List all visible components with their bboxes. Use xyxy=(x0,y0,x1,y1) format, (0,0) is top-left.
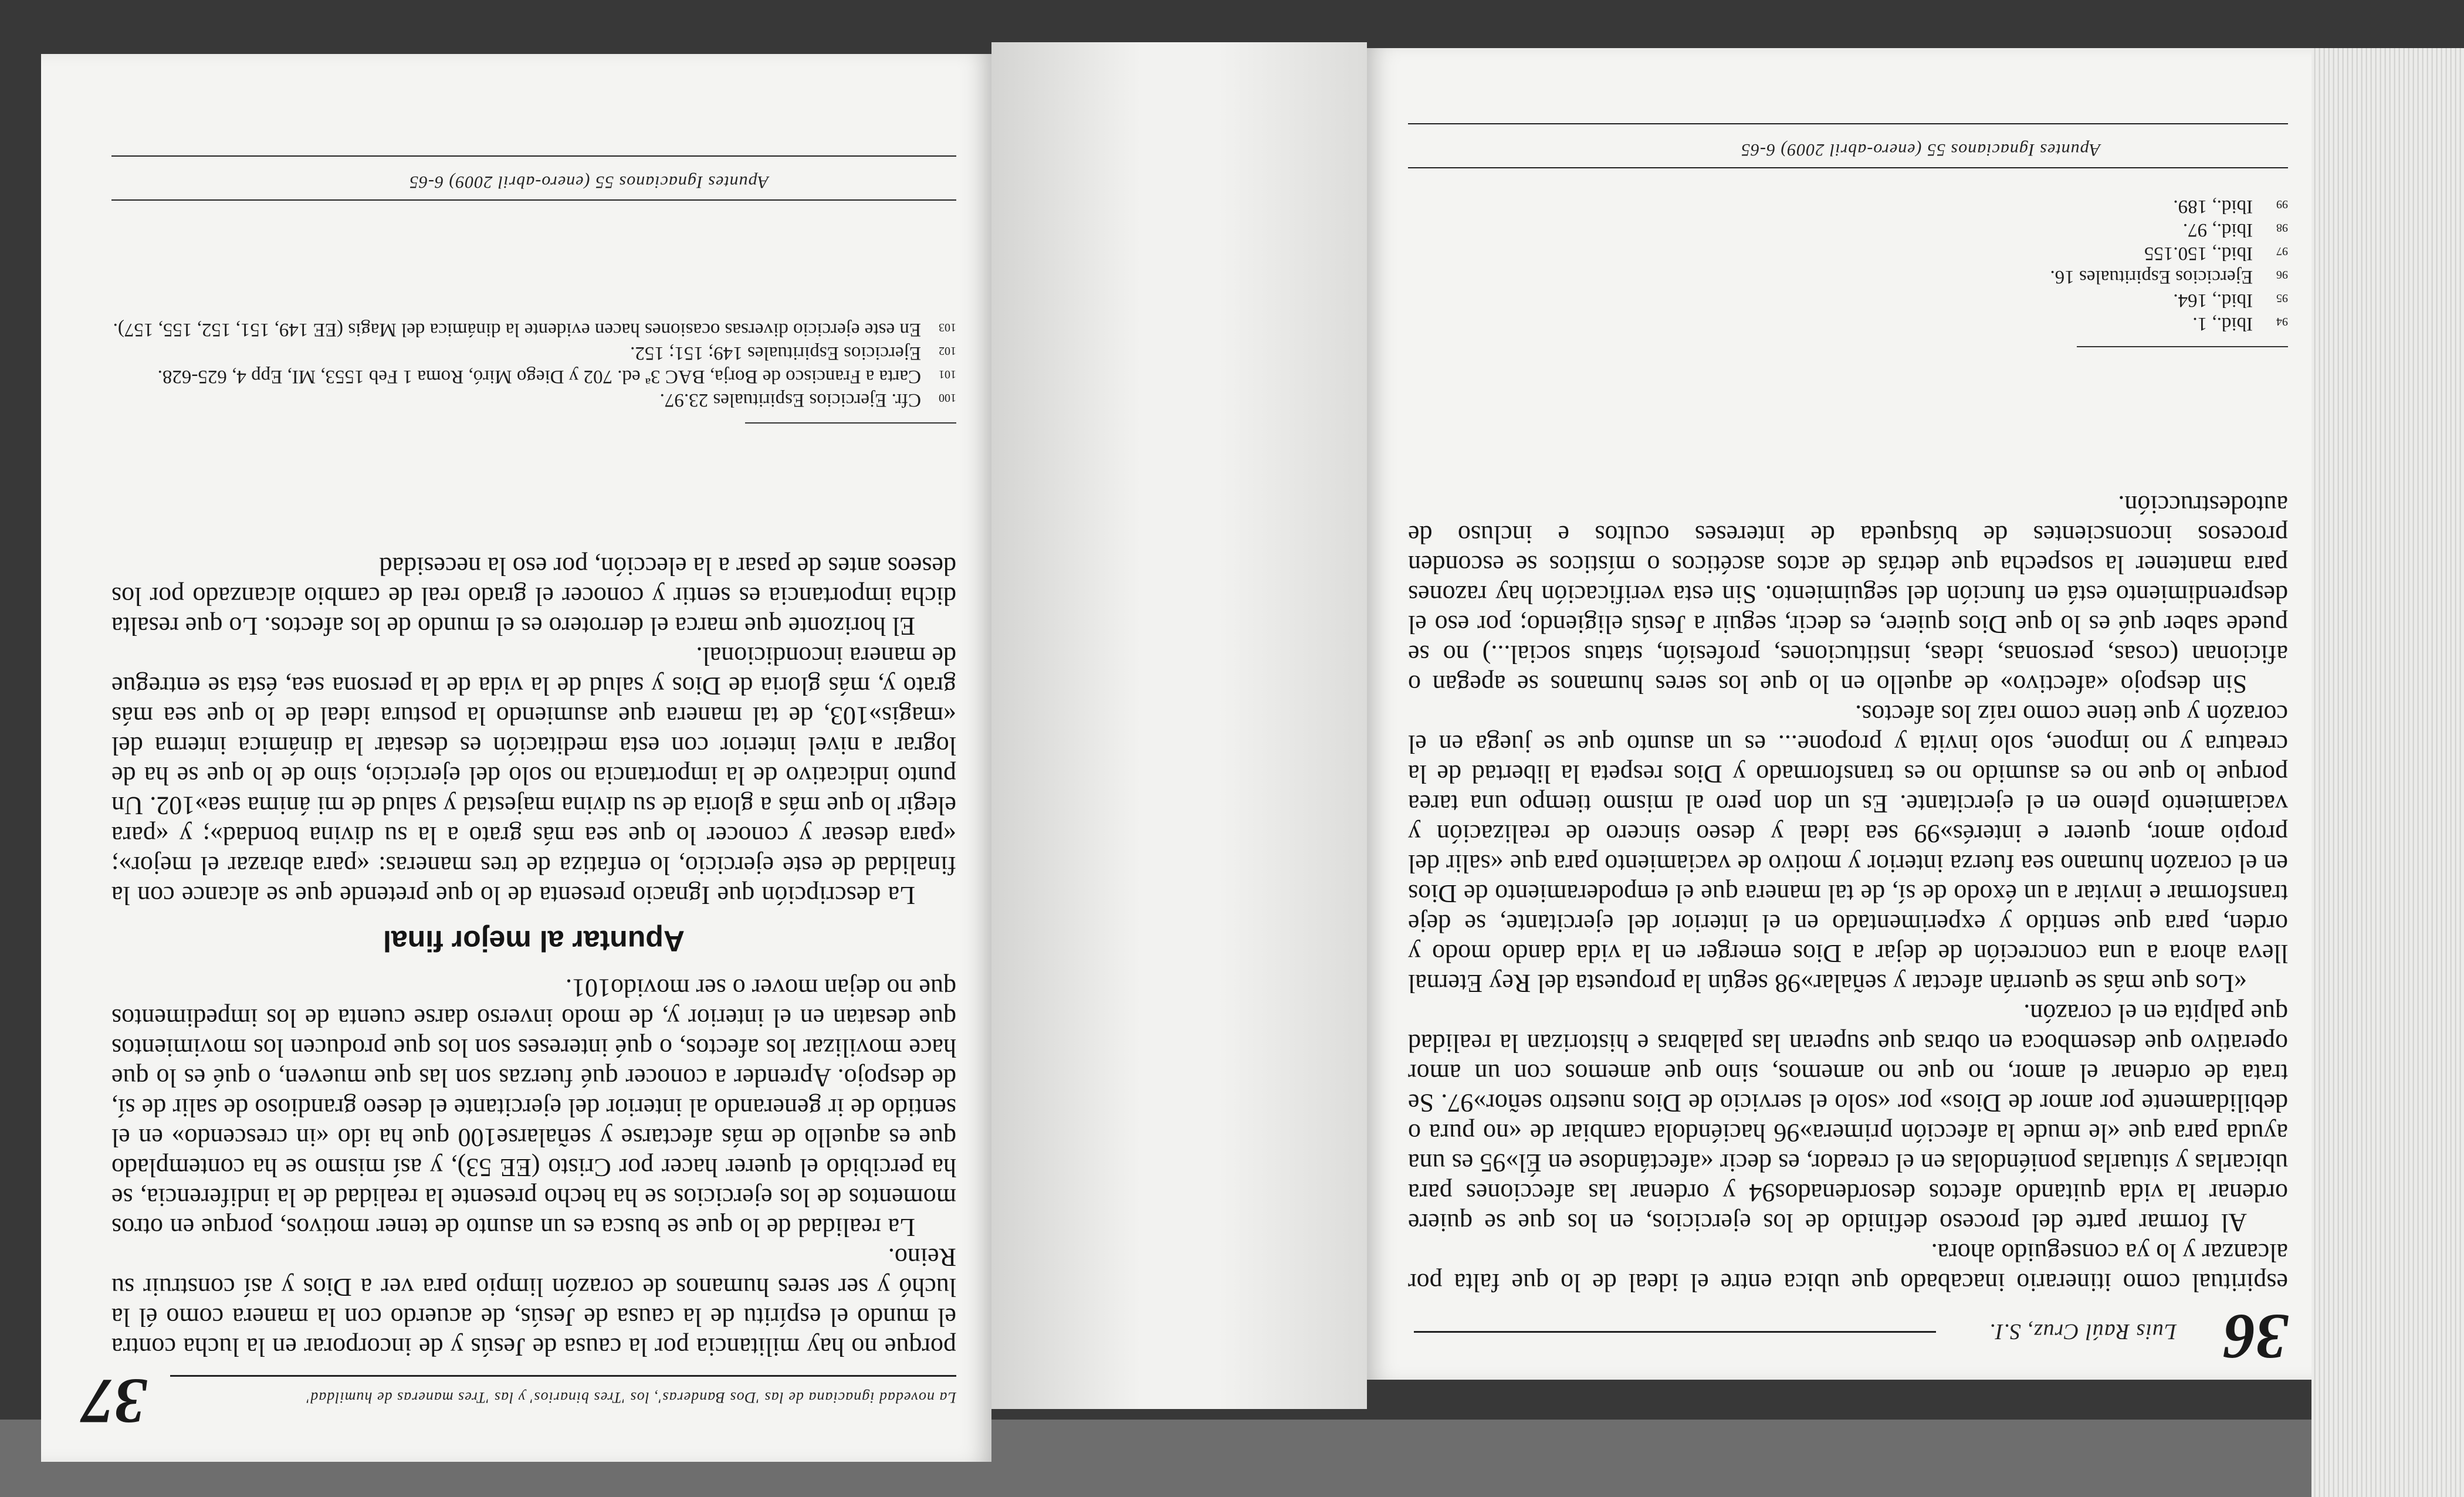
paragraph: Al formar parte del proceso definido de los ejercicios, en los que se quiere ordenar la vida quitando afectos desordenados94 y ordenar las afecciones para ubicarlas y situarlas poniéndolas en el creador, es decir «afectándose en Él»95 es una ayuda para que «le mude la afección primera»96 haciéndola cambiar de «no pura o debilidamente por amor de Dios» por «solo el servicio de Dios nuestro señor»97. Se trata de ordenar el amor, no que no amemos, sino que amemos con un amor operativo que desemboca en obras que superan las palabras e historizan la realidad que palpita en el corazón. xyxy=(1408,999,2288,1237)
section-heading: Apuntar al mejor final xyxy=(383,924,685,957)
footnote: 97 Ibid., 150.155 xyxy=(2144,243,2288,264)
body-text xyxy=(111,551,956,1362)
footnote: 103 En este ejercicio diversas ocasiones hacen evidente la dinámica del Magis (EE 149, 151, 152, 155, 157). xyxy=(113,319,956,340)
footnotes xyxy=(1408,195,2288,336)
footnote-rule xyxy=(745,422,956,424)
footnote: 102 Ejercicios Espirituales 149; 151; 152. xyxy=(630,343,956,364)
book-gutter xyxy=(991,42,1367,1409)
header-rule xyxy=(170,1375,956,1377)
footnote: 94 Ibid., 1. xyxy=(2192,313,2288,334)
footnote: 96 Ejercicios Espirituales 16. xyxy=(2050,266,2288,287)
page-36 xyxy=(1367,48,2311,1380)
footer-rule-bottom xyxy=(1408,123,2288,124)
footnote: 95 Ibid., 164. xyxy=(2173,290,2288,311)
footnote: 100 Cfr. Ejercicios Espirituales 23.97. xyxy=(659,390,956,411)
page-stack-edge xyxy=(2311,48,2464,1497)
page-footer: Apuntes Ignacianos 55 (enero-abril 2009) 6-65 xyxy=(409,172,769,192)
running-head: Luis Raúl Cruz, S.I. xyxy=(1989,1319,2177,1344)
paragraph: El horizonte que marca el derrotero es el mundo de los afectos. Lo que resalta dicha importancia es sentir y conocer el grado real de cambio alcanzado por los deseos antes de pasar a la elección, por eso la necesidad xyxy=(111,552,956,641)
page-37 xyxy=(41,54,991,1462)
footnotes xyxy=(111,318,956,412)
paragraph: La realidad de lo que se busca es un asunto de tener motivos, porque en otros momentos de los ejercicios se ha hecho presente la realidad de la indiferencia, se ha percibido el querer hacer por Cristo (EE 53), y así mismo se ha contemplado que es aquello de más afectarse y señalarse100 que ha ido «in crescendo» en el sentido de ir generando al interior del ejercitante el deseo grandioso de salir de sí, de despojo. Aprender a conocer qué fuerzas son las que mueven, o qué es lo que hace movilizar los afectos, o qué intereses son los que producen los movimientos que desatan en el interior y, de modo inverso darse cuenta de los impedimentos que no dejan mover o ser movido101. xyxy=(111,974,956,1242)
running-head: La novedad ignaciana de las 'Dos Banderas', los 'Tres binarios' y las 'Tres maneras de humildad' xyxy=(306,1389,956,1406)
body-text xyxy=(1408,490,2288,1298)
footnote-rule xyxy=(2077,346,2288,347)
footer-rule-bottom xyxy=(111,155,956,157)
footer-rule-top xyxy=(1408,167,2288,168)
footnote: 99 Ibid., 189. xyxy=(2173,196,2288,217)
page-footer: Apuntes Ignacianos 55 (enero-abril 2009) 6-65 xyxy=(1741,140,2100,160)
page-number: 37 xyxy=(82,1366,147,1437)
paragraph: espiritual como itinerario inacabado que ubica entre el ideal de lo que falta por alcanzar y lo ya conseguido ahora. xyxy=(1408,1238,2288,1297)
paragraph: «Los que más se querrán afectar y señalar»98 según la propuesta del Rey Eternal lleva ahora a una concreción de dejar a Dios emerger en la vida dando modo y orden, para que sentido y experimentado en el interior del ejercitante, se deje transformar e invitar a un éxodo de sí, de tal manera que el empoderamiento de Dios en el corazón humano sea fuerza interior y motivo de vaciamiento para que «salir del propio amor, querer e interés»99 sea ideal y deseo sincero de realización y vaciamiento pleno en el ejercitante. Es un don pero al mismo tiempo una tarea porque lo que no es asumido no es transformado y Dios respeta la libertad de la creatura y no impone, solo invita y propone... es un asunto que se juega en el corazón y que tiene como raíz los afectos. xyxy=(1408,700,2288,998)
footnote: 98 Ibid., 97. xyxy=(2182,219,2288,241)
header-rule xyxy=(1414,1331,1936,1333)
footer-rule-top xyxy=(111,199,956,201)
paragraph: La descripción que Ignacio presenta de lo que pretende que se alcance con la finalidad de este ejercicio, lo enfatiza de tres maneras: «para abrazar el mejor»; «para desear y conocer lo que sea más grato a la su divina bondad»; y «para elegir lo que más a gloria de su divina majestad y salud de mi ánima sea»102. Un punto indicativo de la importancia no solo del ejercicio, sino de lo que se ha de lograr a nivel interior con esta meditación es desatar la dinámica interna del «magis»103, de tal manera que asumiendo la postura ideal de lo que sea más grato y, más gloria de Dios y salud de la vida de la persona sea, ésta se entregue de manera incondicional. xyxy=(111,642,956,910)
paragraph: Sin despojo «afectivo» de aquello en lo que los seres humanos se apegan o aficionan (cosas, personas, ideas, instituciones, profesión, status social...) no se puede saber qué es lo que Dios quiere, es decir, seguir a Jesús eligiendo; por eso el desprendimiento está en función del seguimiento. Sin esta verificación hay razones para mantener la sospecha que detrás de actos ascéticos o místicos se esconden procesos inconscientes de búsqueda de intereses ocultos e incluso de autodestrucción. xyxy=(1408,490,2288,699)
page-number: 36 xyxy=(2223,1301,2288,1373)
paragraph: porque no hay militancia por la causa de Jesús y de incorporar en la lucha contra el mundo el espíritu de la causa de Jesús, de acuerdo con la manera como él la luchó y ser seres humanos de corazón limpio para ver a Dios y así construir su Reino. xyxy=(111,1243,956,1361)
footnote: 101 Carta a Francisco de Borja, BAC 3ª ed. 702 y Diego Miró, Roma 1 Feb 1553, MI, Epp 4, 625-628. xyxy=(157,366,956,387)
